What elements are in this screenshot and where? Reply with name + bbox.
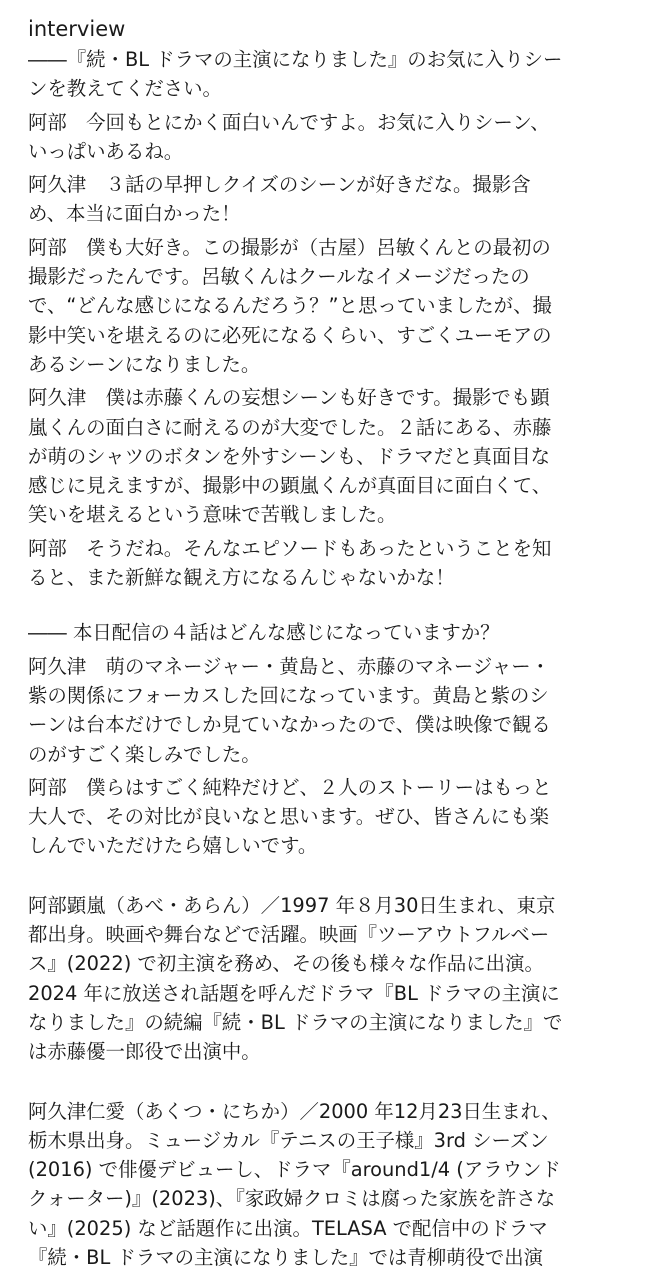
text-line: ンを教えてください。 — [28, 74, 640, 103]
text-line: め、本当に面白かった！ — [28, 199, 640, 228]
text-line: 阿部 そうだね。そんなエピソードもあったということを知 — [28, 534, 640, 563]
text-line: 都出身。映画や舞台などで活躍。映画『ツーアウトフルベー — [28, 920, 640, 949]
text-line: (2016) で俳優デビューし、ドラマ『around1/4 (アラウンド — [28, 1155, 640, 1184]
interview-answer — [28, 170, 640, 229]
section-gap — [28, 596, 640, 618]
text-line: は赤藤優一郎役で出演中。 — [28, 1037, 640, 1066]
text-line: 2024 年に放送され話題を呼んだドラマ『BL ドラマの主演に — [28, 979, 640, 1008]
text-line: 阿久津 ３話の早押しクイズのシーンが好きだな。撮影含 — [28, 170, 640, 199]
text-line: 紫の関係にフォーカスした回になっています。黄島と紫のシ — [28, 681, 640, 710]
text-line: 感じに見えますが、撮影中の顕嵐くんが真面目に面白くて、 — [28, 471, 640, 500]
section-heading: interview — [28, 14, 640, 44]
text-line: 阿久津 僕は赤藤くんの妄想シーンも好きです。撮影でも顕 — [28, 383, 640, 412]
profile-akutsu — [28, 1097, 640, 1272]
text-line: いっぱいあるね。 — [28, 137, 640, 166]
text-line: で、“どんな感じになるんだろう？”と思っていましたが、撮 — [28, 291, 640, 320]
text-line: 笑いを堪えるという意味で苦戦しました。 — [28, 500, 640, 529]
text-line: 阿部 僕も大好き。この撮影が（古屋）呂敏くんとの最初の — [28, 233, 640, 262]
text-line: 嵐くんの面白さに耐えるのが大変でした。２話にある、赤藤 — [28, 413, 640, 442]
text-line: ――『続・BL ドラマの主演になりました』のお気に入りシー — [28, 45, 640, 74]
text-line: ーンは台本だけでしか見ていなかったので、僕は映像で観る — [28, 710, 640, 739]
interview-question — [28, 45, 640, 104]
interview-answer — [28, 652, 640, 769]
text-line: 阿久津 萌のマネージャー・黄島と、赤藤のマネージャー・ — [28, 652, 640, 681]
text-line: なりました』の続編『続・BL ドラマの主演になりました』で — [28, 1008, 640, 1037]
text-line: 栃木県出身。ミュージカル『テニスの王子様』3rd シーズン — [28, 1126, 640, 1155]
text-line: が萌のシャツのボタンを外すシーンも、ドラマだと真面目な — [28, 442, 640, 471]
text-line: 阿久津仁愛（あくつ・にちか）／2000 年12月23日生まれ、 — [28, 1097, 640, 1126]
interview-answer — [28, 383, 640, 529]
text-line: しんでいただけたら嬉しいです。 — [28, 831, 640, 860]
text-line: 阿部 僕らはすごく純粋だけど、２人のストーリーはもっと — [28, 773, 640, 802]
text-line: 阿部顕嵐（あべ・あらん）／1997 年８月30日生まれ、東京 — [28, 891, 640, 920]
section-gap — [28, 865, 640, 891]
text-line: ―― 本日配信の４話はどんな感じになっていますか？ — [28, 618, 640, 647]
text-line: 阿部 今回もとにかく面白いんですよ。お気に入りシーン、 — [28, 108, 640, 137]
text-line: クォーター)』(2023)、『家政婦クロミは腐った家族を許さな — [28, 1184, 640, 1213]
text-line: ると、また新鮮な観え方になるんじゃないかな！ — [28, 563, 640, 592]
interview-answer — [28, 233, 640, 379]
text-line: 撮影だったんです。呂敏くんはクールなイメージだったの — [28, 262, 640, 291]
interview-question — [28, 618, 640, 647]
section-gap — [28, 1071, 640, 1097]
text-line: 大人で、その対比が良いなと思います。ぜひ、皆さんにも楽 — [28, 802, 640, 831]
interview-answer — [28, 108, 640, 167]
interview-answer — [28, 773, 640, 861]
text-line: ス』(2022) で初主演を務め、その後も様々な作品に出演。 — [28, 949, 640, 978]
text-line: 『続・BL ドラマの主演になりました』では青柳萌役で出演 — [28, 1243, 640, 1272]
profile-abe — [28, 891, 640, 1067]
text-line: あるシーンになりました。 — [28, 350, 640, 379]
text-line: のがすごく楽しみでした。 — [28, 740, 640, 769]
text-line: い』(2025) など話題作に出演。TELASA で配信中のドラマ — [28, 1214, 640, 1243]
interview-answer — [28, 534, 640, 593]
text-line: 影中笑いを堪えるのに必死になるくらい、すごくユーモアの — [28, 321, 640, 350]
